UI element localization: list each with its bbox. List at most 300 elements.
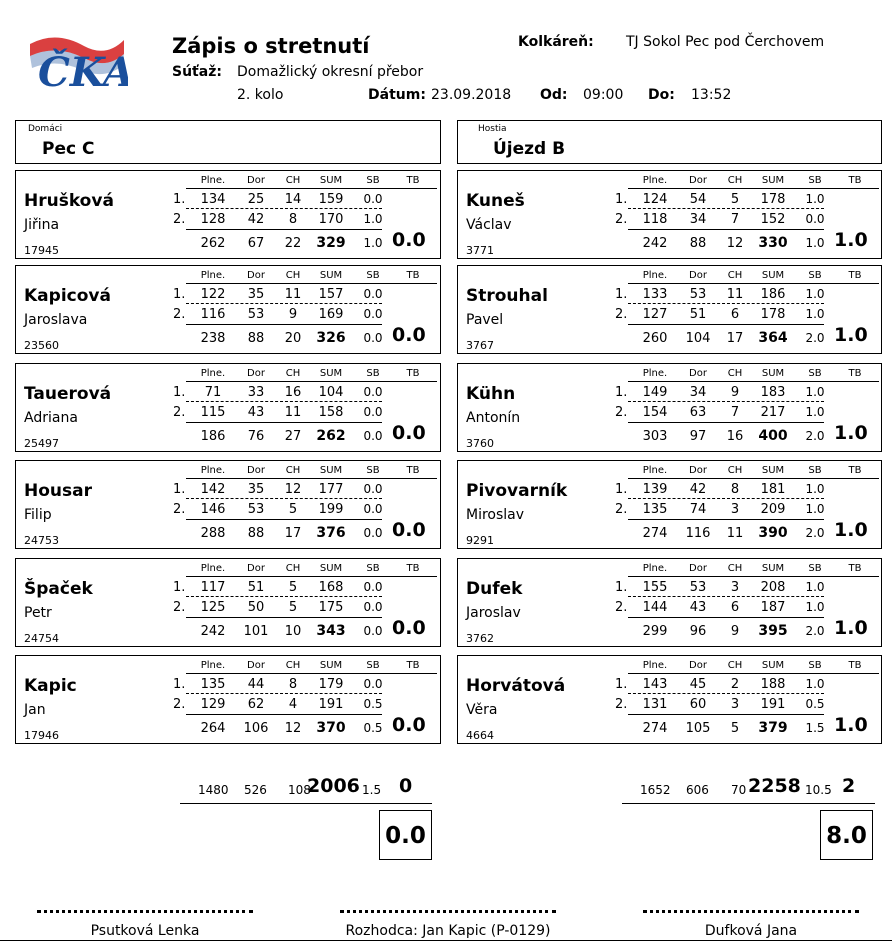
- round-separator: [628, 596, 824, 597]
- away-total-sum: 2258: [748, 775, 801, 797]
- round2-sum: 217: [760, 405, 786, 420]
- player-tb-points: 1.0: [834, 229, 868, 251]
- column-header: SUM: [319, 368, 343, 379]
- total-dor: 116: [685, 526, 711, 541]
- home-caption: Domáci: [28, 124, 63, 134]
- home-total-sb: 1.5: [362, 783, 382, 797]
- round2-plne: 144: [642, 600, 668, 615]
- round-value: 2. kolo: [237, 87, 284, 103]
- round1-plne: 143: [642, 677, 668, 692]
- player-last-name: Kühn: [466, 384, 516, 404]
- round1-dor: 35: [247, 287, 265, 302]
- page-title: Zápis o stretnutí: [172, 34, 370, 58]
- header-rule: [186, 381, 437, 382]
- column-header: Dor: [247, 270, 265, 281]
- total-sum: 390: [758, 525, 788, 541]
- column-header: SUM: [761, 270, 785, 281]
- total-sum: 370: [316, 720, 346, 736]
- round2-sb: 1.0: [805, 307, 825, 321]
- round-separator: [186, 498, 382, 499]
- round1-sb: 1.0: [805, 287, 825, 301]
- round1-sum: 183: [760, 385, 786, 400]
- total-plne: 288: [200, 526, 226, 541]
- total-sb: 2.0: [805, 429, 825, 443]
- round2-ch: 6: [730, 307, 740, 322]
- column-header: TB: [406, 368, 420, 379]
- round1-sum: 104: [318, 385, 344, 400]
- player-last-name: Pivovarník: [466, 481, 568, 501]
- round2-sb: 0.0: [363, 405, 383, 419]
- subtotal-rule: [628, 229, 824, 230]
- player-tb-points: 0.0: [392, 519, 426, 541]
- round2-sum: 191: [760, 697, 786, 712]
- subtotal-rule: [628, 519, 824, 520]
- round2-ch: 11: [284, 405, 302, 420]
- player-tb-points: 1.0: [834, 422, 868, 444]
- round2-sum: 170: [318, 212, 344, 227]
- column-header: Dor: [689, 660, 707, 671]
- round2-dor: 43: [247, 405, 265, 420]
- player-first-name: Antonín: [466, 410, 521, 426]
- column-header: SB: [808, 563, 822, 574]
- away-total-ch: 70: [731, 783, 747, 797]
- round2-sum: 169: [318, 307, 344, 322]
- round1-plne: 134: [200, 192, 226, 207]
- total-sb: 0.0: [363, 624, 383, 638]
- total-plne: 303: [642, 429, 668, 444]
- home-total-ch: 108: [288, 783, 311, 797]
- header-rule: [186, 478, 437, 479]
- total-sb: 2.0: [805, 624, 825, 638]
- column-header: SB: [366, 368, 380, 379]
- round1-sb: 1.0: [805, 580, 825, 594]
- round2-sb: 1.0: [805, 405, 825, 419]
- header-rule: [628, 673, 879, 674]
- round-number: 1.: [173, 287, 186, 302]
- signature-middle: Rozhodca: Jan Kapic (P-0129): [345, 923, 551, 939]
- away-player-card: [457, 558, 882, 647]
- round2-ch: 7: [730, 405, 740, 420]
- round2-ch: 8: [288, 212, 298, 227]
- column-header: SUM: [761, 175, 785, 186]
- subtotal-rule: [186, 519, 382, 520]
- total-sb: 0.0: [363, 331, 383, 345]
- home-total-sum: 2006: [307, 775, 360, 797]
- column-header: SUM: [761, 368, 785, 379]
- round1-ch: 14: [284, 192, 302, 207]
- total-sb: 2.0: [805, 526, 825, 540]
- round1-sb: 1.0: [805, 385, 825, 399]
- subtotal-rule: [628, 324, 824, 325]
- column-header: Dor: [689, 270, 707, 281]
- column-header: SUM: [761, 465, 785, 476]
- column-header: Dor: [689, 175, 707, 186]
- column-header: CH: [727, 368, 743, 379]
- column-header: Dor: [247, 465, 265, 476]
- home-player-card: [15, 655, 441, 744]
- round2-ch: 7: [730, 212, 740, 227]
- player-last-name: Strouhal: [466, 286, 548, 306]
- round-separator: [628, 498, 824, 499]
- round2-plne: 118: [642, 212, 668, 227]
- home-team-name: Pec C: [42, 139, 95, 159]
- round1-dor: 53: [689, 580, 707, 595]
- round2-sb: 0.5: [805, 697, 825, 711]
- round1-ch: 16: [284, 385, 302, 400]
- header-rule: [628, 381, 879, 382]
- player-tb-points: 0.0: [392, 617, 426, 639]
- home-totals-line: [180, 803, 432, 804]
- round1-sb: 1.0: [805, 192, 825, 206]
- column-header: TB: [848, 270, 862, 281]
- column-header: Dor: [689, 563, 707, 574]
- date-value: 23.09.2018: [431, 87, 512, 103]
- round2-sum: 199: [318, 502, 344, 517]
- home-player-card: [15, 460, 441, 549]
- round-number: 2.: [615, 600, 628, 615]
- round-number: 2.: [173, 212, 186, 227]
- round2-plne: 131: [642, 697, 668, 712]
- round1-sb: 1.0: [805, 677, 825, 691]
- column-header: TB: [406, 270, 420, 281]
- column-header: CH: [727, 175, 743, 186]
- round1-sum: 188: [760, 677, 786, 692]
- home-player-card: [15, 363, 441, 452]
- round1-dor: 54: [689, 192, 707, 207]
- total-ch: 12: [726, 236, 744, 251]
- column-header: TB: [848, 465, 862, 476]
- total-plne: 262: [200, 236, 226, 251]
- page-bottom-rule: [0, 940, 892, 941]
- total-sum: 343: [316, 623, 346, 639]
- column-header: SB: [366, 175, 380, 186]
- column-header: Plne.: [642, 660, 668, 671]
- total-sb: 2.0: [805, 331, 825, 345]
- round1-sb: 1.0: [805, 482, 825, 496]
- round1-ch: 8: [288, 677, 298, 692]
- round-number: 2.: [173, 405, 186, 420]
- round2-sb: 0.0: [805, 212, 825, 226]
- total-plne: 186: [200, 429, 226, 444]
- signature-right: Dufková Jana: [704, 923, 798, 939]
- end-time-label: Do:: [648, 87, 675, 103]
- total-sum: 326: [316, 330, 346, 346]
- total-sum: 395: [758, 623, 788, 639]
- round2-sum: 191: [318, 697, 344, 712]
- round-number: 2.: [173, 502, 186, 517]
- round1-dor: 34: [689, 385, 707, 400]
- round1-plne: 135: [200, 677, 226, 692]
- column-header: SUM: [761, 563, 785, 574]
- round2-plne: 129: [200, 697, 226, 712]
- column-header: CH: [285, 270, 301, 281]
- column-header: TB: [406, 563, 420, 574]
- round-number: 2.: [173, 600, 186, 615]
- date-label: Dátum:: [368, 87, 426, 103]
- round1-dor: 35: [247, 482, 265, 497]
- header-rule: [628, 188, 879, 189]
- total-sum: 400: [758, 428, 788, 444]
- total-ch: 16: [726, 429, 744, 444]
- column-header: SB: [366, 270, 380, 281]
- away-total-tb: 2: [842, 775, 856, 797]
- column-header: Dor: [247, 175, 265, 186]
- round1-dor: 44: [247, 677, 265, 692]
- player-first-name: Jaroslava: [24, 312, 88, 328]
- round1-ch: 11: [284, 287, 302, 302]
- round-number: 2.: [615, 212, 628, 227]
- column-header: SB: [808, 465, 822, 476]
- player-first-name: Jaroslav: [466, 605, 521, 621]
- round-separator: [186, 401, 382, 402]
- subtotal-rule: [186, 229, 382, 230]
- total-sum: 364: [758, 330, 788, 346]
- cka-logo: [26, 26, 128, 96]
- round1-sb: 0.0: [363, 677, 383, 691]
- round1-plne: 133: [642, 287, 668, 302]
- total-sb: 0.5: [363, 721, 383, 735]
- round1-plne: 142: [200, 482, 226, 497]
- round-separator: [186, 596, 382, 597]
- round1-sum: 208: [760, 580, 786, 595]
- column-header: TB: [848, 368, 862, 379]
- home-team-box: [15, 120, 441, 164]
- column-header: Dor: [689, 465, 707, 476]
- player-last-name: Kapic: [24, 676, 77, 696]
- round1-sb: 0.0: [363, 482, 383, 496]
- column-header: SUM: [761, 660, 785, 671]
- total-dor: 67: [247, 236, 265, 251]
- round2-ch: 6: [730, 600, 740, 615]
- subtotal-rule: [628, 422, 824, 423]
- round1-sum: 178: [760, 192, 786, 207]
- round1-ch: 2: [730, 677, 740, 692]
- total-plne: 260: [642, 331, 668, 346]
- round1-dor: 45: [689, 677, 707, 692]
- home-player-card: [15, 558, 441, 647]
- round1-dor: 33: [247, 385, 265, 400]
- header-rule: [186, 673, 437, 674]
- signature-line-middle: [340, 910, 556, 913]
- round2-sb: 1.0: [805, 502, 825, 516]
- signature-line-right: [643, 910, 859, 913]
- round2-dor: 62: [247, 697, 265, 712]
- column-header: SUM: [319, 660, 343, 671]
- player-tb-points: 1.0: [834, 324, 868, 346]
- round2-sb: 0.5: [363, 697, 383, 711]
- total-ch: 10: [284, 624, 302, 639]
- signature-line-left: [37, 910, 253, 913]
- column-header: CH: [727, 270, 743, 281]
- column-header: SB: [366, 563, 380, 574]
- home-result-box: 0.0: [379, 810, 432, 860]
- round2-dor: 42: [247, 212, 265, 227]
- player-id: 3760: [466, 437, 494, 450]
- column-header: CH: [727, 660, 743, 671]
- start-time-label: Od:: [540, 87, 568, 103]
- player-last-name: Housar: [24, 481, 92, 501]
- column-header: CH: [285, 660, 301, 671]
- round1-plne: 155: [642, 580, 668, 595]
- signature-left: Psutková Lenka: [90, 923, 200, 939]
- column-header: CH: [285, 368, 301, 379]
- column-header: Plne.: [642, 563, 668, 574]
- total-ch: 20: [284, 331, 302, 346]
- home-total-dor: 526: [244, 783, 267, 797]
- round1-plne: 124: [642, 192, 668, 207]
- round1-sb: 0.0: [363, 580, 383, 594]
- round-number: 1.: [173, 192, 186, 207]
- round2-dor: 74: [689, 502, 707, 517]
- total-sb: 1.5: [805, 721, 825, 735]
- round1-ch: 8: [730, 482, 740, 497]
- round-separator: [186, 303, 382, 304]
- total-plne: 274: [642, 721, 668, 736]
- total-dor: 76: [247, 429, 265, 444]
- away-player-card: [457, 170, 882, 259]
- round1-sum: 157: [318, 287, 344, 302]
- away-total-dor: 606: [686, 783, 709, 797]
- player-first-name: Věra: [466, 702, 498, 718]
- total-plne: 299: [642, 624, 668, 639]
- round-number: 1.: [615, 677, 628, 692]
- total-sb: 1.0: [805, 236, 825, 250]
- column-header: SUM: [319, 563, 343, 574]
- round2-plne: 135: [642, 502, 668, 517]
- player-id: 3762: [466, 632, 494, 645]
- player-first-name: Petr: [24, 605, 52, 621]
- header-rule: [186, 283, 437, 284]
- round1-sum: 181: [760, 482, 786, 497]
- round2-ch: 5: [288, 600, 298, 615]
- player-last-name: Kapicová: [24, 286, 111, 306]
- round-number: 1.: [615, 192, 628, 207]
- round2-sb: 1.0: [805, 600, 825, 614]
- header-rule: [628, 576, 879, 577]
- subtotal-rule: [186, 714, 382, 715]
- round-number: 2.: [173, 697, 186, 712]
- column-header: SUM: [319, 465, 343, 476]
- round1-plne: 71: [204, 385, 222, 400]
- away-total-sb: 10.5: [805, 783, 832, 797]
- total-dor: 97: [689, 429, 707, 444]
- round2-plne: 154: [642, 405, 668, 420]
- player-id: 17945: [24, 244, 59, 257]
- start-time-value: 09:00: [583, 87, 624, 103]
- player-tb-points: 0.0: [392, 714, 426, 736]
- round1-dor: 51: [247, 580, 265, 595]
- column-header: TB: [406, 660, 420, 671]
- away-player-card: [457, 460, 882, 549]
- round2-dor: 63: [689, 405, 707, 420]
- round1-sb: 0.0: [363, 385, 383, 399]
- column-header: Plne.: [200, 563, 226, 574]
- subtotal-rule: [186, 324, 382, 325]
- round2-ch: 4: [288, 697, 298, 712]
- column-header: SB: [808, 368, 822, 379]
- column-header: Plne.: [642, 368, 668, 379]
- player-last-name: Dufek: [466, 579, 523, 599]
- total-sum: 330: [758, 235, 788, 251]
- header-rule: [186, 576, 437, 577]
- home-player-card: [15, 170, 441, 259]
- column-header: Dor: [247, 563, 265, 574]
- round2-sum: 158: [318, 405, 344, 420]
- round1-sb: 0.0: [363, 287, 383, 301]
- round2-dor: 43: [689, 600, 707, 615]
- away-team-name: Újezd B: [493, 139, 566, 159]
- column-header: CH: [727, 563, 743, 574]
- away-player-card: [457, 363, 882, 452]
- total-ch: 5: [730, 721, 740, 736]
- round-number: 2.: [615, 697, 628, 712]
- round-number: 1.: [173, 482, 186, 497]
- player-first-name: Václav: [466, 217, 512, 233]
- round-number: 2.: [615, 405, 628, 420]
- player-id: 23560: [24, 339, 59, 352]
- total-sum: 329: [316, 235, 346, 251]
- column-header: Dor: [689, 368, 707, 379]
- round2-sum: 187: [760, 600, 786, 615]
- column-header: TB: [848, 660, 862, 671]
- total-ch: 22: [284, 236, 302, 251]
- total-plne: 274: [642, 526, 668, 541]
- competition-value: Domažlický okresní přebor: [237, 64, 424, 80]
- subtotal-rule: [628, 714, 824, 715]
- player-first-name: Miroslav: [466, 507, 525, 523]
- header-rule: [186, 188, 437, 189]
- column-header: TB: [406, 175, 420, 186]
- round1-dor: 42: [689, 482, 707, 497]
- player-id: 17946: [24, 729, 59, 742]
- total-ch: 27: [284, 429, 302, 444]
- round1-dor: 25: [247, 192, 265, 207]
- round2-plne: 146: [200, 502, 226, 517]
- round2-plne: 125: [200, 600, 226, 615]
- round-number: 1.: [173, 385, 186, 400]
- round1-ch: 5: [288, 580, 298, 595]
- round-number: 2.: [615, 502, 628, 517]
- header-rule: [628, 478, 879, 479]
- away-totals-line: [622, 803, 875, 804]
- round2-dor: 51: [689, 307, 707, 322]
- total-ch: 11: [726, 526, 744, 541]
- column-header: Dor: [247, 660, 265, 671]
- total-sum: 262: [316, 428, 346, 444]
- round2-ch: 9: [288, 307, 298, 322]
- player-tb-points: 0.0: [392, 229, 426, 251]
- away-player-card: [457, 265, 882, 354]
- round2-dor: 53: [247, 307, 265, 322]
- column-header: SB: [366, 660, 380, 671]
- round1-sum: 168: [318, 580, 344, 595]
- round1-sum: 186: [760, 287, 786, 302]
- round2-dor: 60: [689, 697, 707, 712]
- player-last-name: Špaček: [24, 579, 93, 599]
- player-id: 9291: [466, 534, 494, 547]
- home-player-card: [15, 265, 441, 354]
- round2-sb: 0.0: [363, 600, 383, 614]
- round2-ch: 3: [730, 502, 740, 517]
- round2-sb: 0.0: [363, 502, 383, 516]
- away-total-plne: 1652: [640, 783, 671, 797]
- column-header: SB: [808, 175, 822, 186]
- total-plne: 264: [200, 721, 226, 736]
- column-header: CH: [727, 465, 743, 476]
- subtotal-rule: [186, 617, 382, 618]
- total-dor: 105: [685, 721, 711, 736]
- round2-plne: 115: [200, 405, 226, 420]
